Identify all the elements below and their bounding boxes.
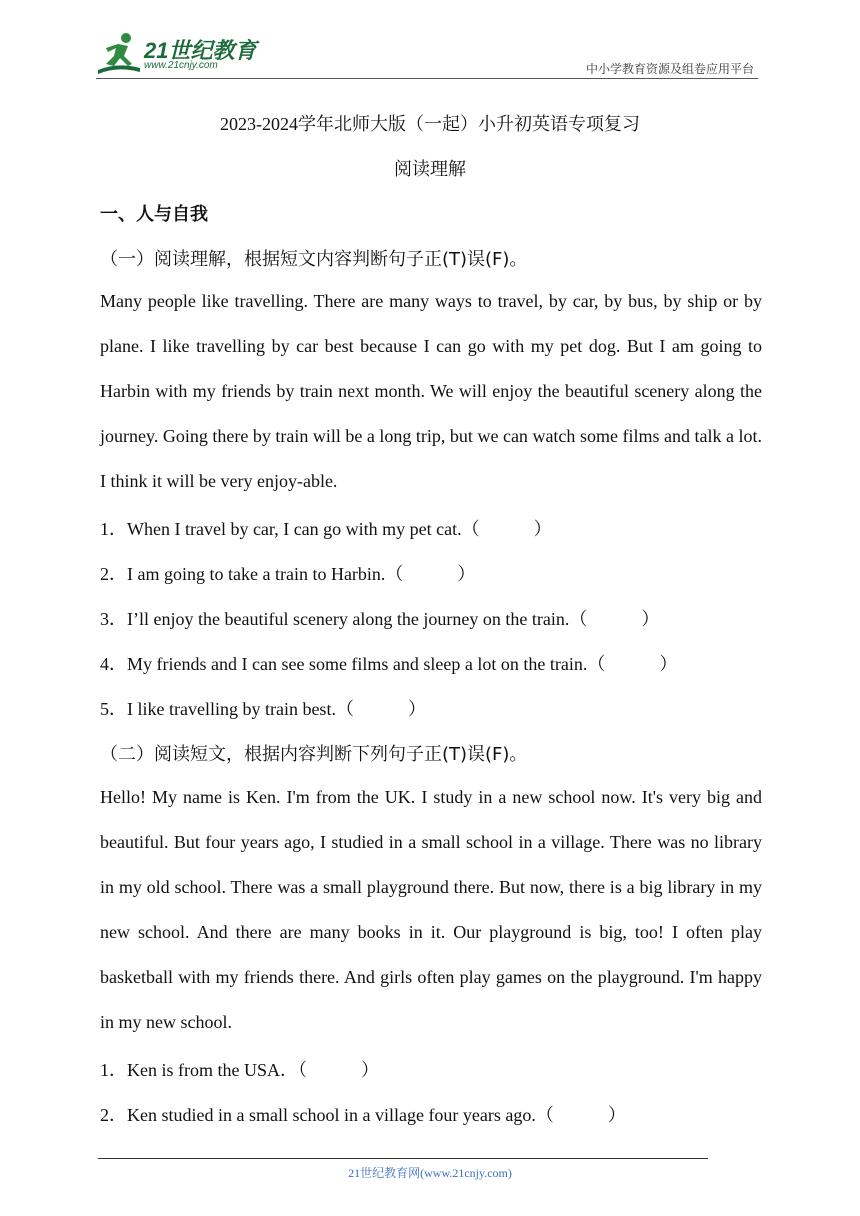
part2-question-1: 1．Ken is from the USA．（ ） [100, 1060, 379, 1080]
part1-question-3: 3．I’ll enjoy the beautiful scenery along the journey on the train.（ ） [100, 609, 660, 629]
part1-passage: Many people like travelling. There are many ways to travel, by car, by bus, by ship or by plane. I like travelling by car best because I can go with my pet dog. But I am going to Harbin with my friends by train next month. We will enjoy the beautiful scenery along the journey. Going there by train will be a long trip, but we can watch some films and talk a lot. I think it will be very enjoy-able. [100, 291, 762, 491]
document-title: 2023-2024学年北师大版（一起）小升初英语专项复习 [220, 114, 640, 134]
part1-heading: （一）阅读理解，根据短文内容判断句子正(T)误(F)。 [100, 249, 528, 270]
header-divider [96, 78, 758, 79]
logo-url: www.21cnjy.com [144, 60, 218, 71]
logo [96, 30, 266, 76]
footer-text: 21世纪教育网(www.21cnjy.com) [348, 1166, 512, 1180]
part2-question-2: 2．Ken studied in a small school in a village four years ago.（ ） [100, 1105, 626, 1125]
runner-logo-icon [96, 30, 142, 76]
part1-question-2: 2．I am going to take a train to Harbin.（ ） [100, 564, 476, 584]
part1-question-4: 4．My friends and I can see some films and sleep a lot on the train.（ ） [100, 654, 678, 674]
part1-question-1: 1．When I travel by car, I can go with my pet cat.（ ） [100, 519, 552, 539]
section-heading: 一、人与自我 [100, 204, 208, 225]
part1-question-5: 5．I like travelling by train best.（ ） [100, 699, 426, 719]
part2-passage: Hello! My name is Ken. I'm from the UK. I study in a new school now. It's very big and beautiful. But four years ago, I studied in a small school in a village. There was no library in my old school. There was a small playground there. But now, there is a big library in my new school. And there are many books in it. Our playground is big, too! I often play basketball with my friends there. And girls often play games on the playground. I'm happy in my new school. [100, 787, 762, 1032]
page-header [96, 30, 758, 78]
platform-name: 中小学教育资源及组卷应用平台 [585, 62, 754, 76]
document-subtitle: 阅读理解 [394, 159, 466, 179]
footer-divider [98, 1158, 708, 1159]
part2-heading: （二）阅读短文，根据内容判断下列句子正(T)误(F)。 [100, 744, 528, 765]
logo-text: 21世纪教育 [144, 38, 257, 63]
